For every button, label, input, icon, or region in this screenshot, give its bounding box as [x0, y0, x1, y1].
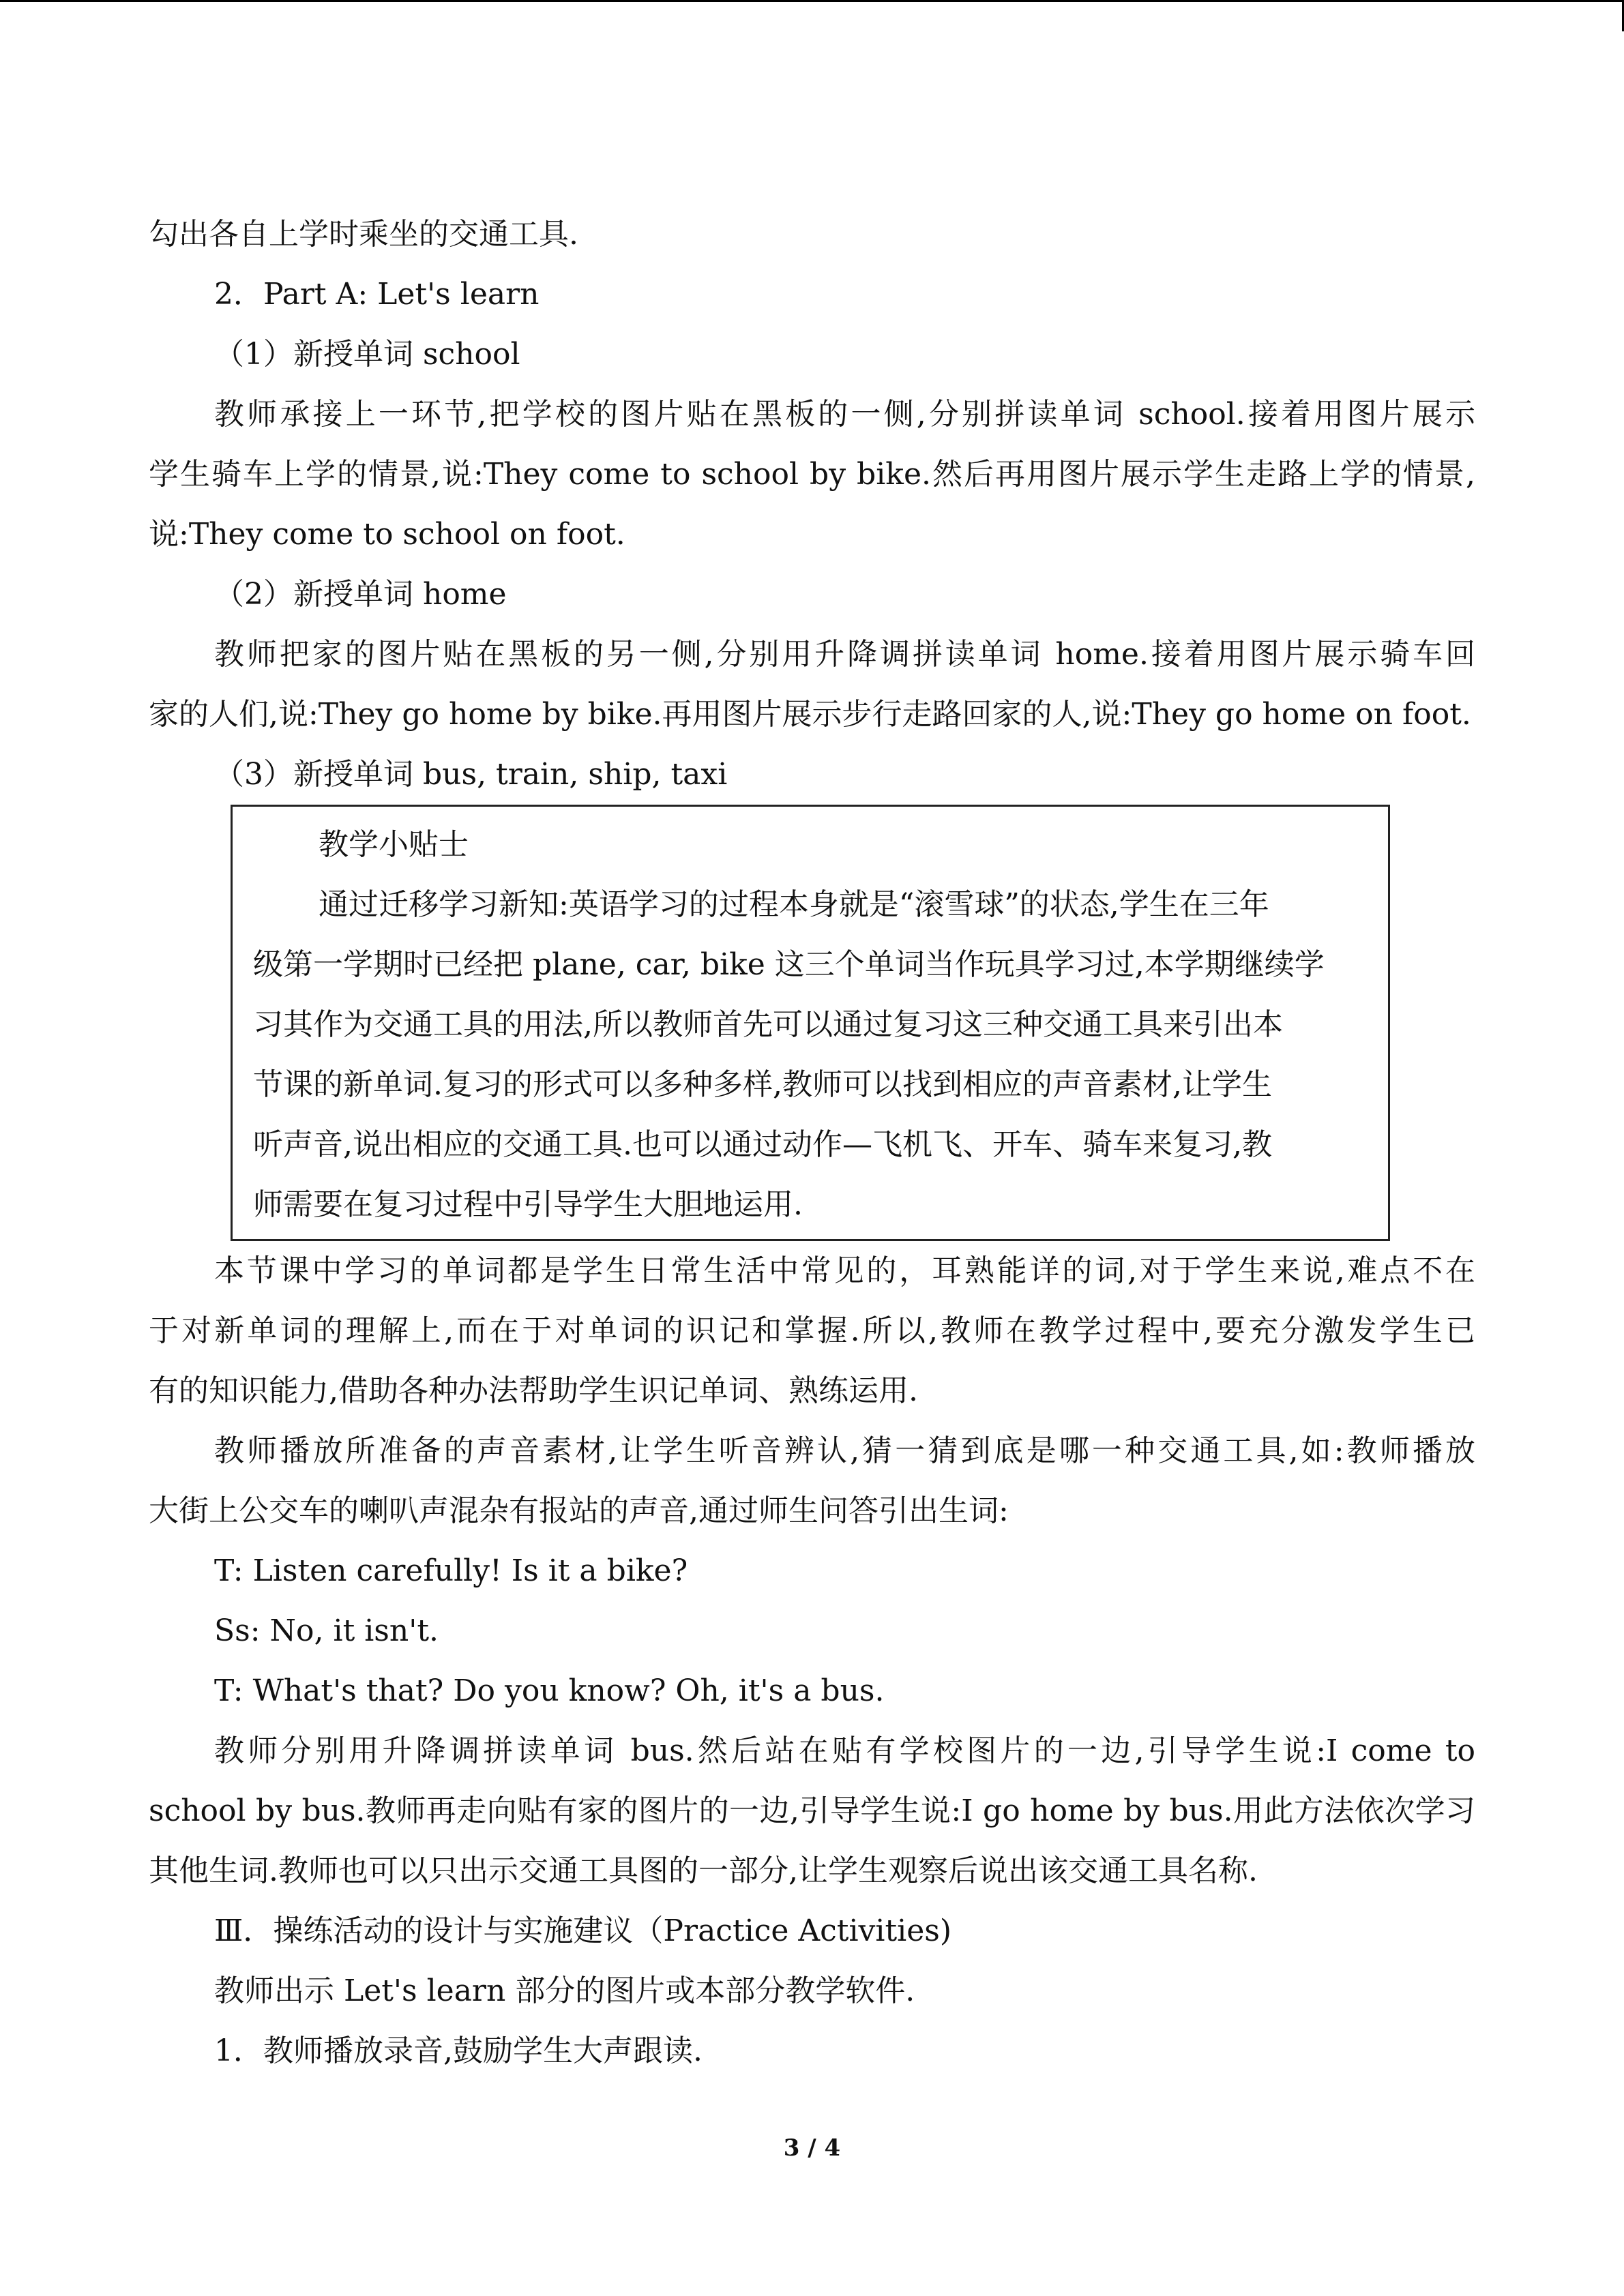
paragraph-line: 1．教师播放录音,鼓励学生大声跟读. — [214, 2033, 703, 2068]
paragraph-line: 教师分别用升降调拼读单词 bus.然后站在贴有学校图片的一边,引导学生说:I come to — [214, 1733, 1475, 1768]
tip-box-line: 节课的新单词.复习的形式可以多种多样,教师可以找到相应的声音素材,让学生 — [253, 1067, 1272, 1102]
paragraph-line: 本节课中学习的单词都是学生日常生活中常见的，耳熟能详的词,对于学生来说,难点不在 — [214, 1253, 1475, 1288]
tip-box-line: 通过迁移学习新知:英语学习的过程本身就是“滚雪球”的状态,学生在三年 — [319, 887, 1269, 922]
subheading-bus-train: （3）新授单词 bus, train, ship, taxi — [214, 757, 728, 792]
paragraph-line: 于对新单词的理解上,而在于对单词的识记和掌握.所以,教师在教学过程中,要充分激发学生已 — [149, 1313, 1475, 1348]
page-top-border — [0, 0, 1624, 2]
paragraph-line: 说:They come to school on foot. — [149, 517, 625, 552]
tip-box-line: 习其作为交通工具的用法,所以教师首先可以通过复习这三种交通工具来引出本 — [253, 1007, 1283, 1042]
paragraph-line: school by bus.教师再走向贴有家的图片的一边,引导学生说:I go home by bus.用此方法依次学习 — [149, 1793, 1475, 1828]
paragraph-line: 勾出各自上学时乘坐的交通工具. — [149, 217, 578, 252]
teaching-tip-box — [231, 805, 1390, 1241]
tip-box-line: 师需要在复习过程中引导学生大胆地运用. — [253, 1187, 803, 1222]
subheading-school: （1）新授单词 school — [214, 337, 520, 372]
section-heading-part-a: 2．Part A: Let's learn — [214, 277, 540, 312]
paragraph-line: 教师承接上一环节,把学校的图片贴在黑板的一侧,分别拼读单词 school.接着用图片展示 — [214, 397, 1475, 432]
dialogue-line: Ss: No, it isn't. — [214, 1613, 439, 1648]
paragraph-line: 教师出示 Let's learn 部分的图片或本部分教学软件. — [214, 1973, 915, 2008]
dialogue-line: T: Listen carefully! Is it a bike? — [214, 1553, 688, 1588]
dialogue-line: T: What's that? Do you know? Oh, it's a bus. — [214, 1673, 885, 1708]
tip-box-line: 听声音,说出相应的交通工具.也可以通过动作—飞机飞、开车、骑车来复习,教 — [253, 1127, 1272, 1162]
paragraph-line: 教师把家的图片贴在黑板的另一侧,分别用升降调拼读单词 home.接着用图片展示骑车回 — [214, 637, 1475, 672]
paragraph-line: 大街上公交车的喇叭声混杂有报站的声音,通过师生问答引出生词: — [149, 1493, 1009, 1528]
page-number: 3 / 4 — [783, 2134, 841, 2162]
tip-box-line: 级第一学期时已经把 plane, car, bike 这三个单词当作玩具学习过,本学期继续学 — [253, 947, 1325, 982]
subheading-home: （2）新授单词 home — [214, 577, 507, 612]
document-body — [149, 205, 1475, 2081]
paragraph-line: 有的知识能力,借助各种办法帮助学生识记单词、熟练运用. — [149, 1373, 918, 1408]
paragraph-line: 家的人们,说:They go home by bike.再用图片展示步行走路回家的人,说:They go home on foot. — [149, 697, 1471, 732]
paragraph-line: 教师播放所准备的声音素材,让学生听音辨认,猜一猜到底是哪一种交通工具,如:教师播放 — [214, 1433, 1475, 1468]
tip-box-title: 教学小贴士 — [319, 827, 469, 862]
section-heading-practice: Ⅲ．操练活动的设计与实施建议（Practice Activities) — [214, 1913, 952, 1948]
paragraph-line: 其他生词.教师也可以只出示交通工具图的一部分,让学生观察后说出该交通工具名称. — [149, 1853, 1258, 1888]
paragraph-line: 学生骑车上学的情景,说:They come to school by bike.然后再用图片展示学生走路上学的情景, — [149, 457, 1475, 492]
